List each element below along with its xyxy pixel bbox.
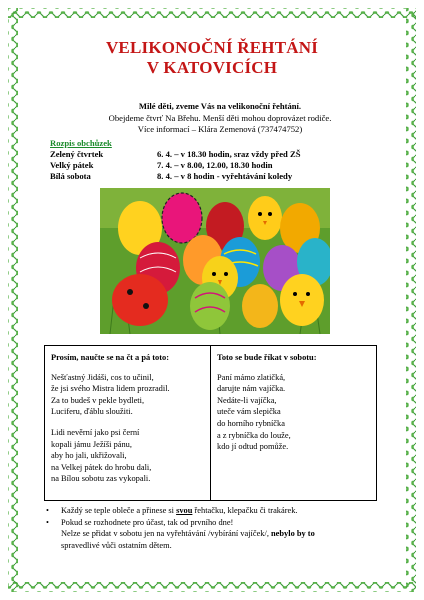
schedule-time: 7. 4. – v 8.00, 12.00, 18.30 hodin xyxy=(157,160,273,170)
note-text: Nelze se přidat v sobotu jen na vyřehtávání /vybírání vajíček/, xyxy=(61,529,272,538)
song-line: uteče vám slepička xyxy=(217,407,281,417)
note-item xyxy=(46,517,386,552)
bullet-icon: • xyxy=(46,517,49,527)
note-text: Pokud se rozhodnete pro účast, tak od prvního dne! xyxy=(61,517,234,527)
songs-table xyxy=(44,345,377,501)
schedule-time: 6. 4. – v 18.30 hodin, sraz vždy před ZŠ xyxy=(157,149,301,159)
song-left-heading: Prosím, naučte se na čt a pá toto: xyxy=(51,353,170,362)
song-line: že jsi svého Mistra lidem prozradil. xyxy=(51,384,170,394)
schedule-day: Zelený čtvrtek xyxy=(50,149,104,159)
song-line: aby ho jali, ukřižovali, xyxy=(51,451,127,461)
schedule-day: Bílá sobota xyxy=(50,171,91,181)
song-right-cell xyxy=(211,346,377,501)
song-right-stanza xyxy=(217,372,370,453)
bullet-icon: • xyxy=(46,506,49,515)
note-text-underlined: svou xyxy=(176,506,193,515)
song-right-heading: Toto se bude říkat v sobotu: xyxy=(217,353,317,362)
song-line: do horního rybníčka xyxy=(217,418,285,428)
song-line: kopali jámu Ježíši pánu, xyxy=(51,439,132,449)
song-left-cell xyxy=(45,346,211,501)
intro-block xyxy=(70,101,370,136)
schedule-time: 8. 4. – v 8 hodin - vyřehtávání koledy xyxy=(157,171,293,181)
song-left-stanza2 xyxy=(51,427,204,485)
song-line: darujte nám vajíčka. xyxy=(217,384,286,394)
schedule-day: Velký pátek xyxy=(50,160,94,170)
note-text: Každý se teple obleče a přinese si xyxy=(61,506,177,515)
intro-greeting: Milé děti, zveme Vás na velikonoční řehtání. xyxy=(138,101,302,111)
song-line: a z rybníčka do louže, xyxy=(217,430,291,440)
note-text: spravedlivé vůči ostatním dětem. xyxy=(61,540,172,550)
note-text: řehtačku, klepačku či trakárek. xyxy=(192,506,298,515)
song-left-stanza1 xyxy=(51,372,204,418)
song-line: na Velkej pátek do hrobu dali, xyxy=(51,462,152,472)
schedule-heading: Rozpis obchůzek xyxy=(50,138,112,148)
notes-list xyxy=(46,505,386,551)
intro-route: Obejdeme čtvrť Na Břehu. Menší děti mohou doprovázet rodiče. xyxy=(108,112,332,123)
page-title-line2: V KATOVICÍCH xyxy=(146,58,278,77)
song-line: Za to budeš v pekle bydleti, xyxy=(51,395,145,405)
easter-eggs-photo xyxy=(100,188,330,334)
intro-contact: Více informací – Klára Zemenová (737474752) xyxy=(137,124,303,134)
song-line: Lidi nevěrní jako psi černí xyxy=(51,427,140,437)
song-line: Nešťastný Jidáši, cos to učinil, xyxy=(51,372,154,382)
song-line: na Bílou sobotu zas vykopali. xyxy=(51,474,151,484)
song-line: Luciferu, ďáblu sloužiti. xyxy=(51,407,133,417)
page-title-line1: VELIKONOČNÍ ŘEHTÁNÍ xyxy=(105,38,319,57)
note-item xyxy=(46,505,386,517)
song-line: Nedáte-li vajíčka, xyxy=(217,395,277,405)
song-line: Paní mámo zlatičká, xyxy=(217,372,286,382)
note-text-bold: nebylo by to xyxy=(271,529,315,538)
song-line: kdo jí odtud pomůže. xyxy=(217,442,289,452)
